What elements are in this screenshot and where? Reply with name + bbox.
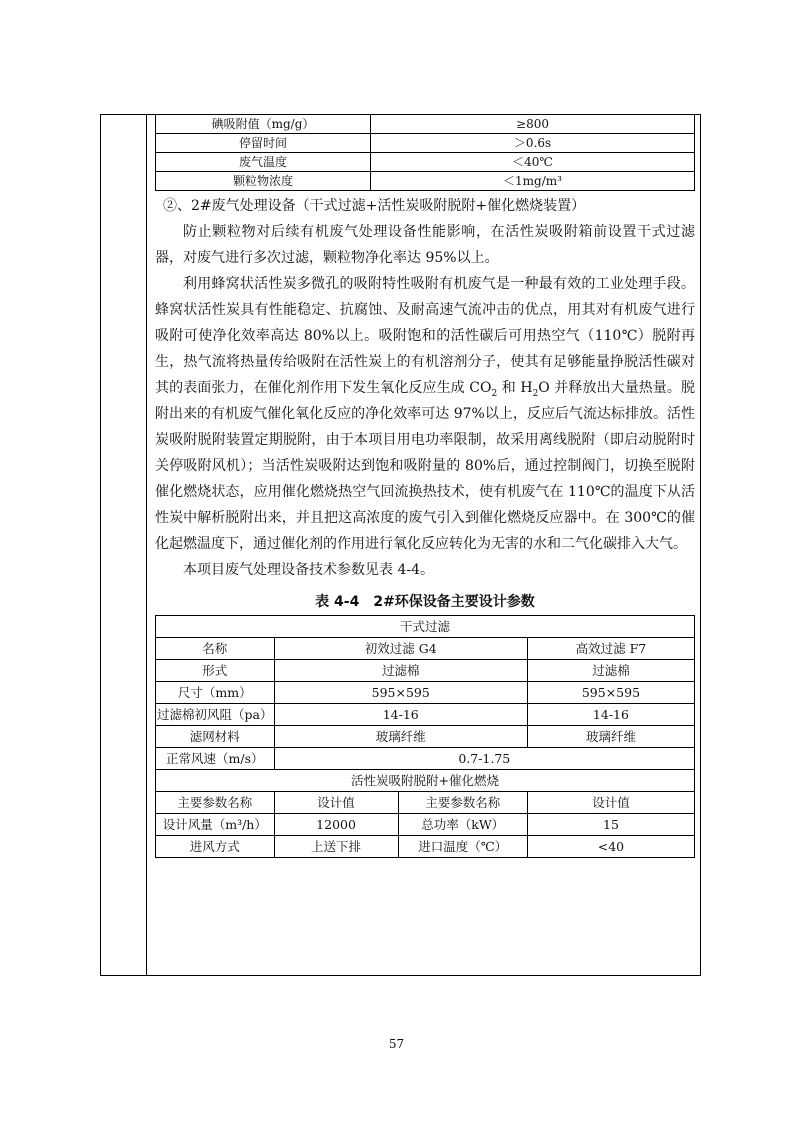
table-row	[156, 115, 695, 134]
table-row	[156, 134, 695, 153]
cell-wind-speed: 0.7-1.75	[274, 748, 694, 770]
frame-column-divider	[146, 114, 147, 976]
table-row	[156, 172, 695, 191]
param-value: ＜40℃	[371, 153, 695, 172]
row-label: 名称	[156, 638, 275, 660]
table-section-row	[156, 616, 695, 638]
table-row	[156, 814, 695, 836]
cell-f7: 14-16	[527, 704, 694, 726]
param-value: ＞0.6s	[371, 134, 695, 153]
paragraph-activated-carbon	[155, 271, 695, 557]
table-row	[156, 682, 695, 704]
table-cell: 总功率（kW）	[398, 814, 527, 836]
text-run: 利用蜂窝状活性炭多微孔的吸附特性吸附有机废气是一种最有效的工业处理手段。蜂窝状活性炭具有性能稳定、抗腐蚀、及耐高速气流冲击的优点，用其对有机废气进行吸附可使净化效率高达 80%以上。吸附饱和的活性碳后可用热空气（110℃）脱附再生，热气流将热量传给吸附在活性炭上的有机溶剂分子，使其有足够能量挣脱活性碳对其的表面张力，在催化剂作用下发生氧化反应生成 CO	[155, 276, 695, 396]
paragraph-table-reference: 本项目废气处理设备技术参数见表 4-4。	[183, 562, 434, 578]
cell-g4: 初效过滤 G4	[274, 638, 527, 660]
cell-f7: 过滤棉	[527, 660, 694, 682]
table-cell: 设计风量（m³/h）	[156, 814, 275, 836]
cell-f7: 595×595	[527, 682, 694, 704]
row-label: 滤网材料	[156, 726, 275, 748]
subscript: 2	[532, 388, 539, 399]
param-name: 停留时间	[156, 134, 371, 153]
paragraph-prefilter: 防止颗粒物对后续有机废气处理设备性能影响，在活性炭吸附箱前设置干式过滤器，对废气进行多次过滤，颗粒物净化率达 95%以上。	[155, 224, 695, 266]
table-row	[156, 638, 695, 660]
section-title-carbon-catalytic: 活性炭吸附脱附+催化燃烧	[156, 770, 695, 792]
cell-g4: 595×595	[274, 682, 527, 704]
cell-g4: 过滤棉	[274, 660, 527, 682]
table-cell: <40	[527, 836, 694, 858]
table-row	[156, 792, 695, 814]
page-number: 57	[388, 1037, 405, 1051]
table-cell: 进口温度（℃）	[398, 836, 527, 858]
text-run: 和 H	[497, 380, 533, 396]
param-name: 废气温度	[156, 153, 371, 172]
cell-f7: 玻璃纤维	[527, 726, 694, 748]
row-label: 尺寸（mm）	[156, 682, 275, 704]
table-cell: 进风方式	[156, 836, 275, 858]
table-row	[156, 153, 695, 172]
table-caption: 表 4-4 2#环保设备主要设计参数	[315, 594, 535, 610]
param-name: 颗粒物浓度	[156, 172, 371, 191]
section-heading: ②、2#废气处理设备（干式过滤+活性炭吸附脱附+催化燃烧装置）	[163, 198, 586, 214]
table-row	[156, 704, 695, 726]
cell-g4: 14-16	[274, 704, 527, 726]
header-cell: 设计值	[527, 792, 694, 814]
param-name: 碘吸附值（mg/g）	[156, 115, 371, 134]
table-cell: 15	[527, 814, 694, 836]
adsorbent-param-table	[155, 114, 695, 191]
header-cell: 主要参数名称	[156, 792, 275, 814]
row-label: 形式	[156, 660, 275, 682]
row-label: 正常风速（m/s）	[156, 748, 275, 770]
param-value: ≥800	[371, 115, 695, 134]
table-row	[156, 836, 695, 858]
cell-f7: 高效过滤 F7	[527, 638, 694, 660]
header-cell: 主要参数名称	[398, 792, 527, 814]
row-label: 过滤棉初风阻（pa）	[156, 704, 275, 726]
header-cell: 设计值	[274, 792, 398, 814]
table-cell: 12000	[274, 814, 398, 836]
text-run: O 并释放出大量热量。脱附出来的有机废气催化氧化反应的净化效率可达 97%以上，反应后气流达标排放。活性炭吸附脱附装置定期脱附，由于本项目用电功率限制，故采用离线脱附（即启动脱附时关停吸附风机）；当活性炭吸附达到饱和吸附量的 80%后，通过控制阀门，切换至脱附催化燃烧状态，应用催化燃烧热空气回流换热技术，使有机废气在 110℃的温度下从活性炭中解析脱附出来，并且把这高浓度的废气引入到催化燃烧反应器中。在 300℃的催化起燃温度下，通过催化剂的作用进行氧化反应转化为无害的水和二气化碳排入大气。	[155, 380, 696, 552]
section-title-dry-filter: 干式过滤	[156, 616, 695, 638]
param-value: ＜1mg/m³	[371, 172, 695, 191]
table-row	[156, 748, 695, 770]
table-cell: 上送下排	[274, 836, 398, 858]
design-param-table	[155, 615, 695, 858]
table-row	[156, 660, 695, 682]
subscript: 2	[491, 388, 498, 399]
content-area	[155, 114, 695, 858]
table-row	[156, 726, 695, 748]
table-section-row	[156, 770, 695, 792]
cell-g4: 玻璃纤维	[274, 726, 527, 748]
